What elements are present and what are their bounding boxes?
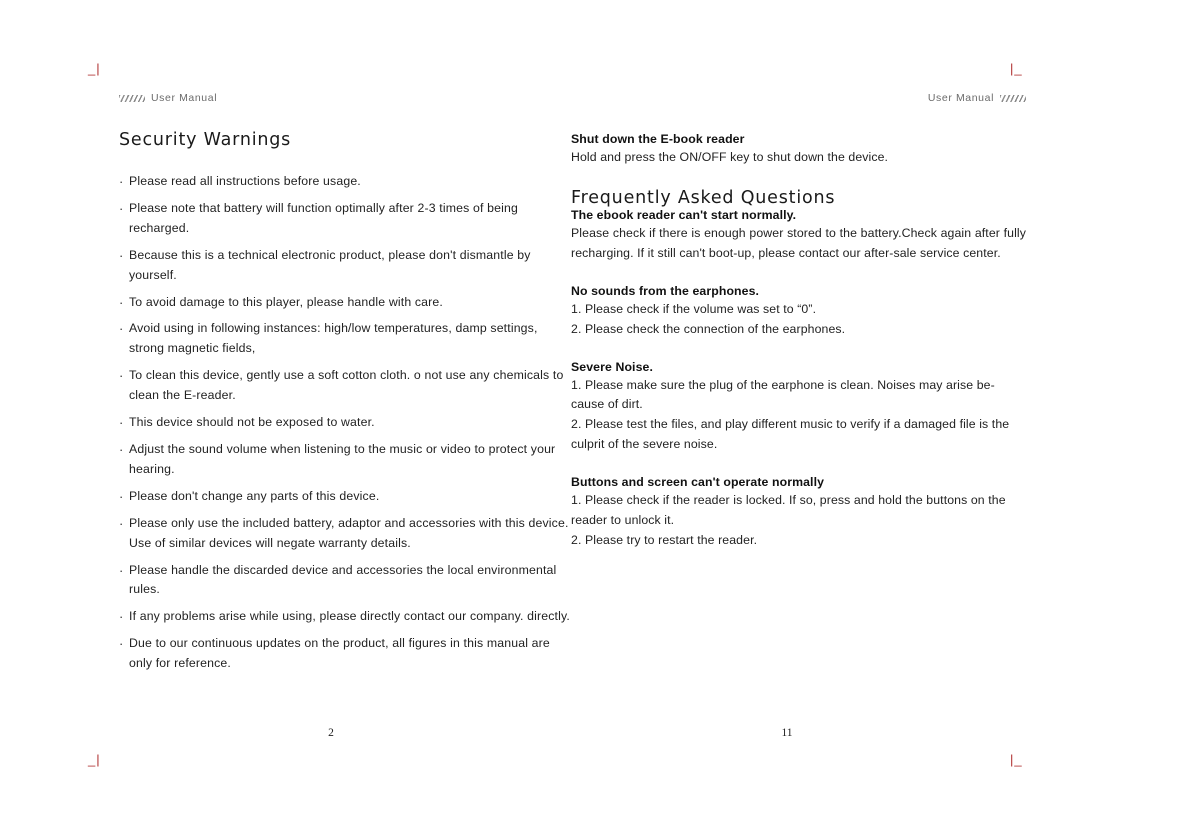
faq-heading: Buttons and screen can't operate normally <box>571 475 825 490</box>
header-hatch-icon <box>1000 95 1026 102</box>
list-item: · Please handle the discarded device and accessories the local environmental rules. <box>119 561 574 601</box>
list-item: · Please read all instructions before usage. <box>119 172 574 192</box>
list-item: · This device should not be exposed to water. <box>119 413 574 433</box>
list-item: · To clean this device, gently use a soft cotton cloth. o not use any chemicals to clean the E-reader. <box>119 366 574 406</box>
faq-item <box>571 360 1026 456</box>
list-item: · Please only use the included battery, adaptor and accessories with this device. Use of similar devices will negate warranty details. <box>119 514 574 554</box>
list-item: · Due to our continuous updates on the product, all figures in this manual are only for reference. <box>119 634 574 674</box>
header-hatch-icon <box>119 95 145 102</box>
list-item: · Because this is a technical electronic product, please don't dismantle by yourself. <box>119 246 574 286</box>
faq-line: 1. Please check if the volume was set to “0”. <box>571 301 817 316</box>
left-page <box>119 90 574 681</box>
list-item: · Please don't change any parts of this device. <box>119 487 574 507</box>
list-item: · Avoid using in following instances: high/low temperatures, damp settings, strong magnetic fields, <box>119 319 574 359</box>
faq-item <box>571 475 1026 551</box>
faq-line: 2. Please test the files, and play different music to verify if a damaged file is the culprit of the severe noise. <box>571 417 1010 452</box>
crop-mark-bottom-right: |_ <box>1010 752 1023 767</box>
crop-mark-top-right: |_ <box>1010 61 1023 76</box>
left-running-head <box>119 90 574 106</box>
list-item: · Adjust the sound volume when listening to the music or video to protect your hearing. <box>119 440 574 480</box>
left-running-head-label: User Manual <box>151 92 218 104</box>
security-warnings-title: Security Warnings <box>119 130 292 150</box>
faq-item <box>571 284 1026 340</box>
list-item: · If any problems arise while using, please directly contact our company. directly. <box>119 607 574 627</box>
faq-heading: No sounds from the earphones. <box>571 283 760 298</box>
faq-heading: Severe Noise. <box>571 359 653 374</box>
shutdown-block <box>571 132 1026 168</box>
shutdown-body: Hold and press the ON/OFF key to shut down the device. <box>571 150 889 164</box>
faq-title: Frequently Asked Questions <box>571 187 836 208</box>
faq-line: 1. Please make sure the plug of the earphone is clean. Noises may arise be-cause of dirt. <box>571 377 995 412</box>
right-page-number: 11 <box>781 727 793 739</box>
list-item: · Please note that battery will function optimally after 2-3 times of being recharged. <box>119 199 574 239</box>
faq-line: 1. Please check if the reader is locked. If so, press and hold the buttons on the reader to unlock it. <box>571 493 1006 528</box>
security-warnings-list <box>119 172 574 674</box>
crop-mark-bottom-left: _| <box>88 752 101 767</box>
faq-item <box>571 208 1026 264</box>
right-running-head <box>571 90 1026 106</box>
faq-line: 2. Please check the connection of the earphones. <box>571 321 846 336</box>
left-page-number: 2 <box>328 727 334 739</box>
right-page <box>571 90 1026 571</box>
shutdown-heading: Shut down the E-book reader <box>571 132 745 146</box>
list-item: · To avoid damage to this player, please handle with care. <box>119 293 574 313</box>
faq-heading: The ebook reader can't start normally. <box>571 207 797 222</box>
faq-line: 2. Please try to restart the reader. <box>571 532 758 547</box>
right-running-head-label: User Manual <box>927 92 994 104</box>
crop-mark-top-left: _| <box>88 61 101 76</box>
faq-line: Please check if there is enough power stored to the battery.Check again after fully recharging. If it still can't boot-up, please contact our after-sale service center. <box>571 225 1026 260</box>
